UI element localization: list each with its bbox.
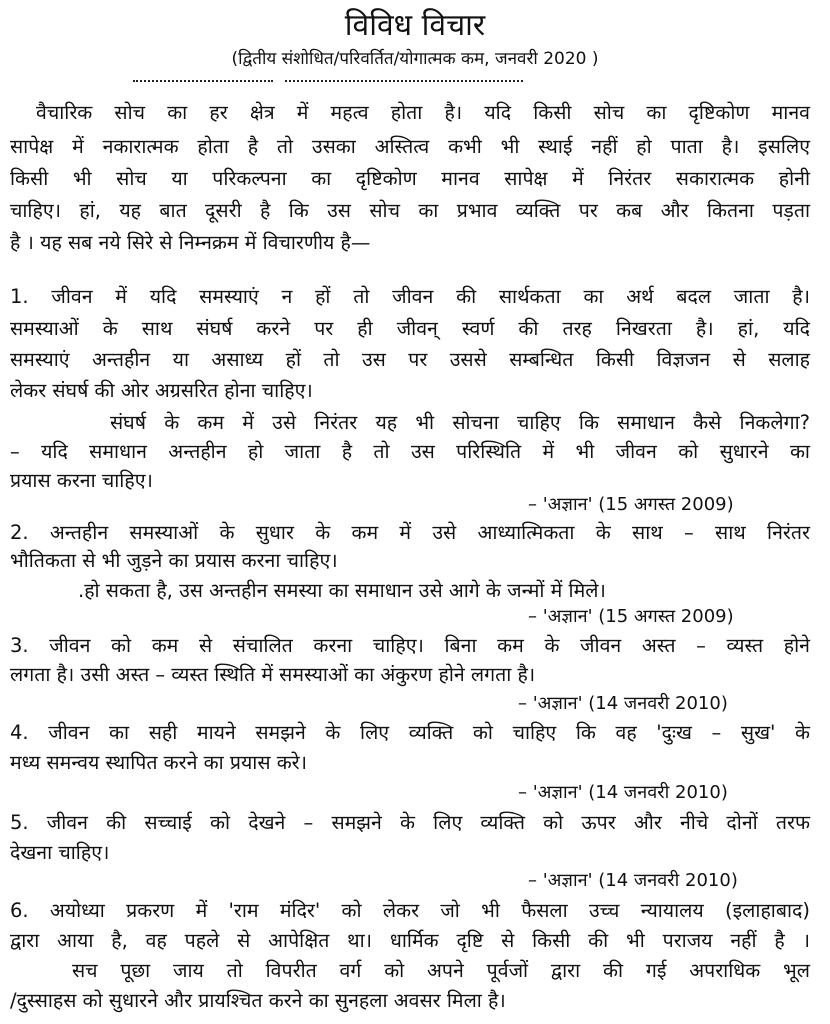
signature: – 'अज्ञान' (15 अगस्त 2009) bbox=[528, 494, 734, 515]
item-5-line: 5. जीवन की सच्चाई को देखने – समझने के लिए व्यक्ति को ऊपर और नीचे दोनों तरफ bbox=[10, 811, 810, 834]
intro-line: वैचारिक सोच का हर क्षेत्र में महत्व होता है। यदि किसी सोच का दृष्टिकोण मानव bbox=[36, 101, 810, 124]
page-subtitle: (द्वितीय संशोधित/परिवर्तित/योगात्मक कम, जनवरी 2020 ) bbox=[231, 49, 599, 69]
page-title: विविध विचार bbox=[344, 8, 486, 43]
item-4-line: मध्य समन्वय स्थापित करने का प्रयास करे। bbox=[10, 751, 308, 774]
item-5-line: देखना चाहिए। bbox=[10, 841, 110, 864]
item-6-line: 6. अयोध्या प्रकरण में 'राम मंदिर' को लेकर जो भी फैसला उच्च न्यायालय (इलाहाबाद) bbox=[10, 899, 810, 922]
dotted-divider-right bbox=[285, 80, 523, 82]
intro-line: चाहिए। हां, यह बात दूसरी है कि उस सोच का प्रभाव व्यक्ति पर कब और कितना पड़ता bbox=[10, 199, 810, 222]
item-1-line: – यदि समाधान अन्तहीन हो जाता है तो उस परिस्थिति में भी जीवन को सुधारने का bbox=[10, 440, 810, 463]
intro-line: किसी भी सोच या परिकल्पना का दृष्टिकोण मानव सापेक्ष में निरंतर सकारात्मक होनी bbox=[10, 167, 810, 190]
item-3-line: 3. जीवन को कम से संचालित करना चाहिए। बिना कम के जीवन अस्त – व्यस्त होने bbox=[10, 634, 810, 657]
item-4-line: 4. जीवन का सही मायने समझने के लिए व्यक्ति को चाहिए कि वह 'दुःख – सुख' के bbox=[10, 721, 810, 744]
signature: – 'अज्ञान' (14 जनवरी 2010) bbox=[518, 693, 728, 714]
item-6-line: द्वारा आया है, वह पहले से आपेक्षित था। धार्मिक दृष्टि से किसी की भी पराजय नहीं है । bbox=[10, 929, 810, 952]
item-2-line: .हो सकता है, उस अन्तहीन समस्या का समाधान उसे आगे के जन्मों में मिले। bbox=[78, 579, 606, 602]
item-1-line: प्रयास करना चाहिए। bbox=[10, 469, 153, 492]
item-6-line: /दुस्साहस को सुधारने और प्रायश्चित करने का सुनहला अवसर मिला है। bbox=[10, 989, 506, 1012]
signature: – 'अज्ञान' (15 अगस्त 2009) bbox=[528, 606, 734, 627]
item-1-line: 1. जीवन में यदि समस्याएं न हों तो जीवन की सार्थकता का अर्थ बदल जाता है। bbox=[10, 285, 810, 308]
intro-line: है । यह सब नये सिरे से निम्नक्रम में विचारणीय है— bbox=[10, 231, 371, 254]
item-2-line: 2. अन्तहीन समस्याओं के सुधार के कम में उसे आध्यात्मिकता के साथ – साथ निरंतर bbox=[10, 521, 810, 544]
item-6-line: सच पूछा जाय तो विपरीत वर्ग को अपने पूर्वजों द्वारा की गई अपराधिक भूल bbox=[72, 959, 810, 982]
item-1-line: संघर्ष के कम में उसे निरंतर यह भी सोचना चाहिए कि समाधान कैसे निकलेगा? bbox=[110, 411, 810, 434]
item-1-line: लेकर संघर्ष की ओर अग्रसरित होना चाहिए। bbox=[10, 379, 313, 402]
dotted-divider-left bbox=[133, 80, 273, 82]
item-1-line: समस्याएं अन्तहीन या असाध्य हों तो उस पर उससे सम्बन्धित किसी विज्ञजन से सलाह bbox=[10, 348, 810, 371]
item-3-line: लगता है। उसी अस्त – व्यस्त स्थिति में समस्याओं का अंकुरण होने लगता है। bbox=[10, 663, 536, 686]
intro-line: सापेक्ष में नकारात्मक होता है तो उसका अस्तित्व कभी भी स्थाई नहीं हो पाता है। इसलिए bbox=[10, 135, 810, 158]
item-2-line: भौतिकता से भी जुड़ने का प्रयास करना चाहिए। bbox=[10, 549, 338, 572]
signature: – 'अज्ञान' (14 जनवरी 2010) bbox=[528, 870, 738, 891]
signature: – 'अज्ञान' (14 जनवरी 2010) bbox=[518, 782, 728, 803]
item-1-line: समस्याओं के साथ संघर्ष करने पर ही जीवन् स्वर्ण की तरह निखरता है। हां, यदि bbox=[10, 317, 810, 340]
